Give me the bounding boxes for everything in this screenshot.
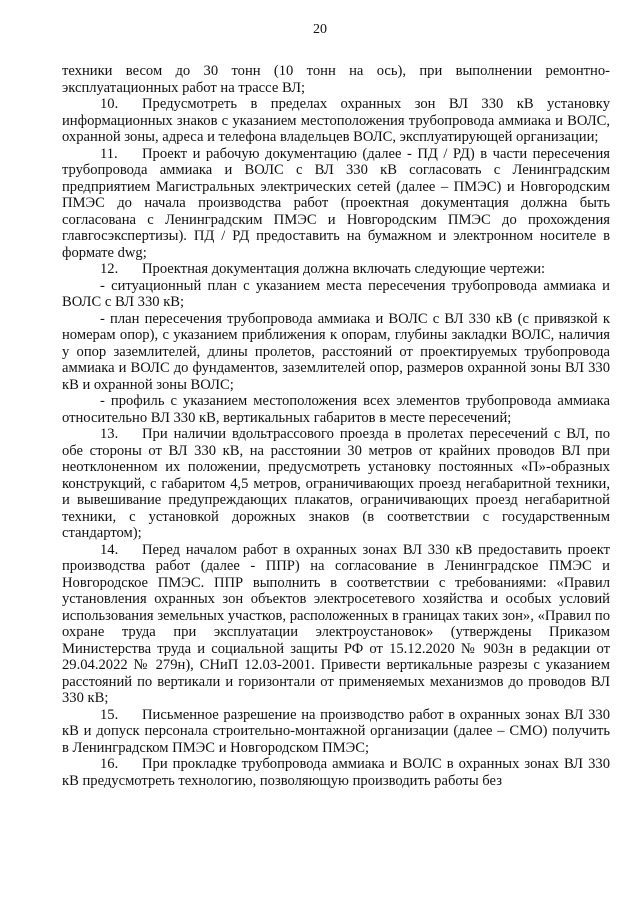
paragraph-number: 14.: [100, 541, 119, 558]
paragraph-15: [62, 707, 610, 757]
paragraph-text: - ситуационный план с указанием места пересечения трубопровода аммиака и ВОЛС с ВЛ 330 кВ;: [62, 277, 610, 310]
paragraph-text: - профиль с указанием местоположения всех элементов трубопровода аммиака относительно ВЛ 330 кВ, вертикальных габаритов в месте пересечений;: [62, 393, 610, 426]
paragraph-number: 11.: [100, 145, 118, 162]
paragraph-text: - план пересечения трубопровода аммиака и ВОЛС с ВЛ 330 кВ (с привязкой к номерам опор), с указанием приближения к опорам, глубины закладки ВОЛС, наличия у опор заземлителей, длины пролетов, расстояний от проектируемых трубопровода аммиака и ВОЛС до фундаментов, заземлителей опор, размеров охранной зоны ВЛ 330 кВ и охранной зоны ВОЛС;: [62, 310, 610, 393]
list-item: [62, 393, 610, 426]
paragraph-text: техники весом до 30 тонн (10 тонн на ось), при выполнении ремонтно-эксплуатационных работ на трассе ВЛ;: [62, 63, 610, 96]
paragraph-16: [62, 756, 610, 789]
list-item: [62, 278, 610, 311]
paragraph-number: 13.: [100, 426, 119, 442]
paragraph-text: При прокладке трубопровода аммиака и ВОЛС в охранных зонах ВЛ 330 кВ предусмотреть технологию, позволяющую производить работы без: [62, 756, 610, 789]
paragraph-text: Предусмотреть в пределах охранных зон ВЛ 330 кВ установку информационных знаков с указанием местоположения трубопровода аммиака и ВОЛС, охранной зоны, адреса и телефона владельцев ВОЛС, эксплуатирующей организации;: [62, 96, 610, 145]
paragraph-number: 10.: [100, 96, 119, 112]
paragraph-11: [62, 146, 610, 262]
paragraph-text: Проектная документация должна включать следующие чертежи:: [142, 261, 546, 277]
page-number: 20: [313, 22, 327, 37]
list-item: [62, 311, 610, 394]
document-body: [62, 63, 610, 789]
paragraph-10: [62, 96, 610, 146]
paragraph-text: При наличии вдольтрассового проезда в пролетах пересечений с ВЛ, по обе стороны от ВЛ 330 кВ, на расстоянии 30 метров от крайних проводов ВЛ при неотклоненном их положении, предусмотреть установку постоянных «П»-образных конструкций, с габаритом 4,5 метров, ограничивающих проезд негабаритной техники, и вывешивание предупреждающих плакатов, ограничивающих проезд негабаритной техники, с установкой дорожных знаков (в соответствии с государственным стандартом);: [62, 426, 610, 541]
paragraph-14: [62, 542, 610, 707]
paragraph-text: Проект и рабочую документацию (далее - ПД / РД) в части пересечения трубопровода аммиака и ВОЛС с ВЛ 330 кВ согласовать с Ленинградским предприятием Магистральных электрических сетей (далее – ПМЭС) и Новгородским ПМЭС до начала производства работ (проектная документация должна быть согласована с Ленинградским ПМЭС и Новгородским ПМЭС до прохождения главгосэкспертизы). ПД / РД предоставить на бумажном и электронном носителе в формате dwg;: [62, 145, 610, 261]
paragraph-text: Письменное разрешение на производство работ в охранных зонах ВЛ 330 кВ и допуск персонала строительно-монтажной организации (далее – СМО) получить в Ленинградском ПМЭС и Новгородском ПМЭС;: [62, 706, 610, 756]
paragraph-text: Перед началом работ в охранных зонах ВЛ 330 кВ предоставить проект производства работ (далее - ППР) на согласование в Ленинградское ПМЭС и Новгородское ПМЭС. ППР выполнить в соответствии с требованиями: «Правил установления охранных зон объектов электросетевого хозяйства и особых условий использования земельных участков, расположенных в границах таких зон», «Правил по охране труда при эксплуатации электроустановок» (утверждены Приказом Министерства труда и социальной защиты РФ от 15.12.2020 № 903н в редакции от 29.04.2022 № 279н), СНиП 12.03-2001. Привести вертикальные разрезы с указанием расстояний по вертикали и горизонтали от применяемых механизмов до проводов ВЛ 330 кВ;: [62, 541, 610, 706]
paragraph-number: 15.: [100, 706, 119, 723]
paragraph-number: 16.: [100, 756, 119, 772]
paragraph-number: 12.: [100, 261, 119, 277]
paragraph-continuation: [62, 63, 610, 96]
paragraph-13: [62, 426, 610, 542]
paragraph-12: [62, 261, 610, 278]
